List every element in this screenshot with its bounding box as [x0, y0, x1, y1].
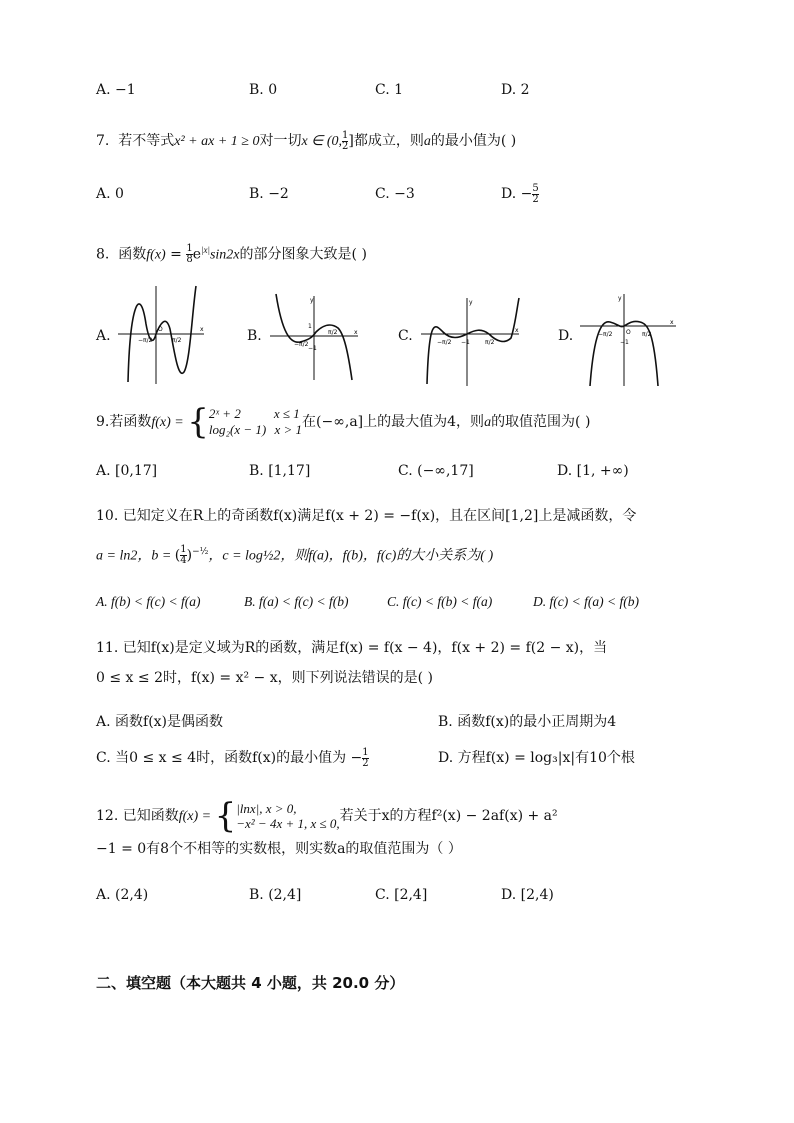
q6-option-d: D. 2: [501, 82, 530, 98]
q12-line-2: [0, 834, 794, 864]
q7-option-d: D. − $\frac{5}{2}$: [501, 182, 539, 205]
q11-option-d: D. 方程f(x) = log₃|x|有10个根: [438, 750, 635, 766]
q9-fx: f(x) =: [151, 415, 188, 430]
graph-d-origin: O: [626, 329, 631, 336]
section-2-heading: [0, 968, 794, 998]
graph-c-tick-neg-one: −1: [461, 339, 470, 346]
q11-option-b: B. 函数f(x)的最小正周期为4: [438, 714, 617, 730]
q8-graph-d: [580, 292, 680, 388]
q8-graph-c: [421, 296, 523, 388]
q8-sin: sin2x: [209, 247, 240, 263]
q12-option-c: C. [2,4]: [375, 887, 428, 903]
graph-a-tick-neg: −π/2: [138, 337, 153, 344]
q10-option-d: D. f(c) < f(a) < f(b): [533, 594, 639, 609]
q8-option-d-label: D.: [558, 328, 574, 344]
q8-option-c-label: C.: [398, 328, 413, 344]
q7-stem-a: 若不等式: [118, 133, 175, 149]
q8-option-a-label: A.: [96, 328, 111, 344]
q12-line-1-text: 12. 已知函数f(x) = { |lnx|, x > 0, −x² − 4x + 1, x ≤ 0, 若关于x的方程f²(x) − 2af(x) + a²: [96, 796, 558, 836]
graph-d-tick-pos: π/2: [642, 331, 652, 338]
q12-options-row: [0, 880, 794, 910]
q7-number: 7.: [96, 133, 110, 149]
q7-option-a: A. 0: [96, 186, 124, 202]
q7-range: x ∈ (0,: [301, 134, 343, 149]
q9-option-d: D. [1, +∞): [557, 463, 629, 479]
q12-line-2-text: −1 = 0有8个不相等的实数根，则实数a的取值范围为（ ）: [96, 841, 462, 857]
graph-b-y-label: y: [310, 297, 314, 304]
q10-line-1-text: 10. 已知定义在R上的奇函数f(x)满足f(x + 2) = −f(x)，且在区间[1,2]上是减函数，令: [96, 508, 637, 524]
graph-b-tick-neg-one: −1: [308, 345, 317, 352]
q6-options-row: [0, 75, 794, 105]
graph-b-x-label: x: [354, 329, 358, 336]
graph-c-x-label: x: [515, 327, 519, 334]
q8-fx: f(x): [146, 247, 166, 263]
q11-options-row-2: [0, 743, 794, 773]
q7-inequality: x² + ax + 1 ≥ 0: [174, 134, 260, 149]
q7-stem: [0, 126, 794, 156]
graph-b-tick-one: 1: [308, 323, 312, 330]
q8-number: 8.: [96, 246, 110, 263]
q10-option-c: C. f(c) < f(b) < f(a): [387, 594, 493, 609]
q10-options-row: [0, 587, 794, 617]
graph-c-tick-pos: π/2: [485, 339, 495, 346]
section-2-title: 二、填空题（本大题共 4 小题，共 20.0 分）: [96, 974, 405, 992]
q8-graph-a: [118, 284, 208, 384]
q8-option-b-label: B.: [247, 328, 262, 344]
q7-stem-b: 对一切: [259, 133, 302, 149]
graph-b-tick-pos: π/2: [328, 329, 338, 336]
q7-var-a: a: [423, 134, 431, 149]
q8-graph-b: [270, 292, 362, 382]
q11-line-1: [0, 633, 794, 663]
q6-option-c: C. 1: [375, 82, 404, 98]
q10-option-b: B. f(a) < f(c) < f(b): [244, 594, 349, 609]
q9-option-a: A. [0,17]: [96, 463, 158, 479]
q9-stem: [0, 402, 794, 442]
q7-option-c: C. −3: [375, 186, 415, 202]
q7-stem-d: 的最小值为( ): [430, 133, 517, 149]
q11-line-2-text: 0 ≤ x ≤ 2时，f(x) = x² − x，则下列说法错误的是( ): [96, 670, 434, 686]
q8-coef-fraction: $\frac{1}{8}$: [186, 243, 193, 266]
q6-option-a: A. −1: [96, 82, 136, 98]
q11-option-a: A. 函数f(x)是偶函数: [96, 714, 224, 730]
graph-d-y-label: y: [618, 295, 622, 302]
graph-d-tick-neg-one: −1: [620, 339, 629, 346]
graph-c-tick-neg: −π/2: [437, 339, 452, 346]
q11-option-c: C. 当0 ≤ x ≤ 4时，函数f(x)的最小值为 − $\frac{1}{2}$: [96, 746, 369, 769]
q7-stem-c: ]都成立，则: [348, 133, 424, 149]
q10-line-2: [0, 537, 794, 567]
q8-stem-text: 8. 函数f(x) = $\frac{1}{8}$ $e^{|x|}\sin 2x$的部分图象大致是( ): [96, 243, 367, 266]
graph-a-tick-pos: π/2: [172, 337, 182, 344]
graph-a-x-label: x: [200, 326, 204, 333]
q12-piecewise: |lnx|, x > 0, −x² − 4x + 1, x ≤ 0,: [236, 801, 340, 831]
q10-line-1: [0, 501, 794, 531]
q12-option-b: B. (2,4]: [249, 887, 302, 903]
q7-option-b: B. −2: [249, 186, 289, 202]
q8-stem: [0, 235, 794, 265]
q11-line-1-text: 11. 已知f(x)是定义域为R的函数，满足f(x) = f(x − 4)，f(x + 2) = f(2 − x)，当: [96, 640, 608, 656]
graph-d-x-label: x: [670, 319, 674, 326]
q9-options-row: [0, 456, 794, 486]
q6-option-b: B. 0: [249, 82, 278, 98]
q12-option-a: A. (2,4): [96, 887, 149, 903]
q9-option-c: C. (−∞,17]: [398, 463, 474, 479]
q7-stem-text: [96, 126, 516, 157]
q11-line-2: [0, 663, 794, 693]
q9-piecewise: 2ˣ + 2 x ≤ 1 log₂(x − 1) x > 1: [208, 406, 303, 437]
q10-line-2-text: a = ln2，b = ( $\frac{1}{4}$ )$^{-\frac{1}{2}}$，c = log½2，则f(a)，f(b)，f(c)的大小关系为( ): [96, 544, 494, 567]
q10-option-a: A. f(b) < f(c) < f(a): [96, 594, 201, 609]
graph-b-tick-neg: −π/2: [294, 341, 309, 348]
graph-d-tick-neg: −π/2: [598, 331, 613, 338]
q7-options-row: [0, 179, 794, 209]
q12-option-d: D. [2,4): [501, 887, 554, 903]
q9-stem-text: 9.若函数f(x) = { 2ˣ + 2 x ≤ 1 log₂(x − 1) x > 1 在(−∞,a]上的最大值为4，则a的取值范围为( ): [96, 402, 591, 442]
q9-option-b: B. [1,17]: [249, 463, 311, 479]
graph-c-y-label: y: [469, 299, 473, 306]
q7-half-fraction: $\frac{1}{2}$: [342, 129, 349, 152]
q12-line-1: [0, 796, 794, 836]
q11-options-row-1: [0, 707, 794, 737]
graph-a-origin: O: [158, 326, 163, 333]
